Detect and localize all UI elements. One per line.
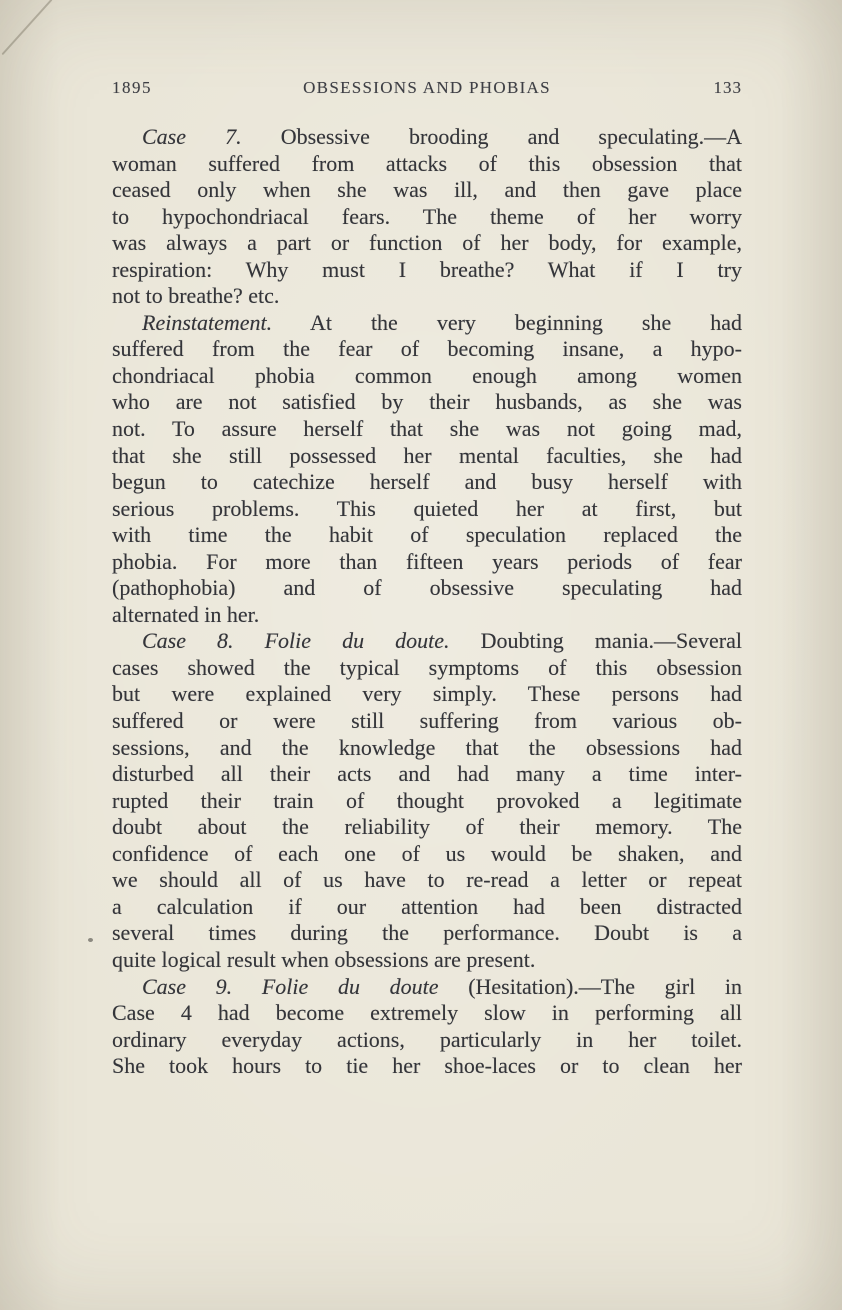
text-line: serious problems. This quieted her at first, but bbox=[112, 495, 742, 521]
text-line: She took hours to tie her shoe-laces or to clean her bbox=[112, 1053, 742, 1079]
scan-artifact-corner-line bbox=[1, 0, 52, 55]
paragraph bbox=[112, 974, 742, 1080]
case-heading: Case 8. Folie du doute. bbox=[142, 628, 450, 654]
text-line: suffered or were still suffering from various ob- bbox=[112, 708, 742, 734]
running-title: OBSESSIONS AND PHOBIAS bbox=[303, 78, 551, 97]
text-line: phobia. For more than fifteen years periods of fear bbox=[112, 548, 742, 574]
text-line: sessions, and the knowledge that the obsessions had bbox=[112, 734, 742, 760]
case-heading: Case 7. bbox=[142, 124, 242, 149]
text-line: that she still possessed her mental faculties, she had bbox=[112, 442, 742, 468]
text-line: confidence of each one of us would be shaken, and bbox=[112, 840, 742, 866]
text-line: not to breathe? etc. bbox=[112, 283, 280, 309]
scan-artifact-margin-dot bbox=[88, 938, 93, 942]
text-line: begun to catechize herself and busy herself with bbox=[112, 469, 742, 495]
text-line bbox=[112, 310, 742, 337]
text-line: but were explained very simply. These persons had bbox=[112, 681, 742, 707]
text-line: who are not satisfied by their husbands, as she was bbox=[112, 389, 742, 415]
text-line: doubt about the reliability of their memory. The bbox=[112, 814, 742, 840]
text-line: Case 4 had become extremely slow in performing all bbox=[112, 1000, 742, 1026]
text-line: alternated in her. bbox=[112, 601, 260, 627]
text-line: a calculation if our attention had been distracted bbox=[112, 893, 742, 919]
text-line: several times during the performance. Doubt is a bbox=[112, 920, 742, 946]
text-line: we should all of us have to re-read a letter or repeat bbox=[112, 867, 742, 893]
paragraph bbox=[112, 628, 742, 973]
text-line: woman suffered from attacks of this obsession that bbox=[112, 150, 742, 176]
page-number: 133 bbox=[713, 78, 742, 97]
line-text: At the very beginning she had bbox=[309, 309, 742, 335]
page-header bbox=[112, 78, 742, 98]
paragraph bbox=[112, 310, 742, 629]
text-line: ordinary everyday actions, particularly in her toilet. bbox=[112, 1026, 742, 1052]
text-line: (pathophobia) and of obsessive speculating had bbox=[112, 575, 742, 601]
line-text: Obsessive brooding and speculating.—A bbox=[280, 124, 743, 149]
text-line bbox=[112, 628, 742, 655]
text-line: respiration: Why must I breathe? What if I try bbox=[112, 256, 742, 282]
text-line bbox=[112, 974, 742, 1001]
text-line: rupted their train of thought provoked a legitimate bbox=[112, 787, 742, 813]
text-line: suffered from the fear of becoming insane, a hypo- bbox=[112, 336, 742, 362]
text-line: to hypochondriacal fears. The theme of her worry bbox=[112, 203, 742, 229]
text-line: cases showed the typical symptoms of this obsession bbox=[112, 654, 742, 680]
text-line: with time the habit of speculation replaced the bbox=[112, 522, 742, 548]
paragraph bbox=[112, 124, 742, 310]
text-line: not. To assure herself that she was not going mad, bbox=[112, 416, 742, 442]
text-line: disturbed all their acts and had many a time inter- bbox=[112, 761, 742, 787]
text-line: was always a part or function of her body, for example, bbox=[112, 230, 742, 256]
case-heading: Reinstatement. bbox=[142, 309, 273, 335]
case-heading: Case 9. Folie du doute bbox=[142, 973, 439, 999]
text-line: quite logical result when obsessions are present. bbox=[112, 946, 536, 972]
text-line: ceased only when she was ill, and then gave place bbox=[112, 177, 742, 203]
page-body bbox=[112, 124, 742, 1080]
text-line bbox=[112, 124, 742, 151]
text-line: chondriacal phobia common enough among women bbox=[112, 362, 742, 388]
header-year: 1895 bbox=[112, 78, 152, 97]
line-text: (Hesitation).—The girl in bbox=[468, 973, 743, 999]
line-text: Doubting mania.—Several bbox=[480, 628, 743, 654]
